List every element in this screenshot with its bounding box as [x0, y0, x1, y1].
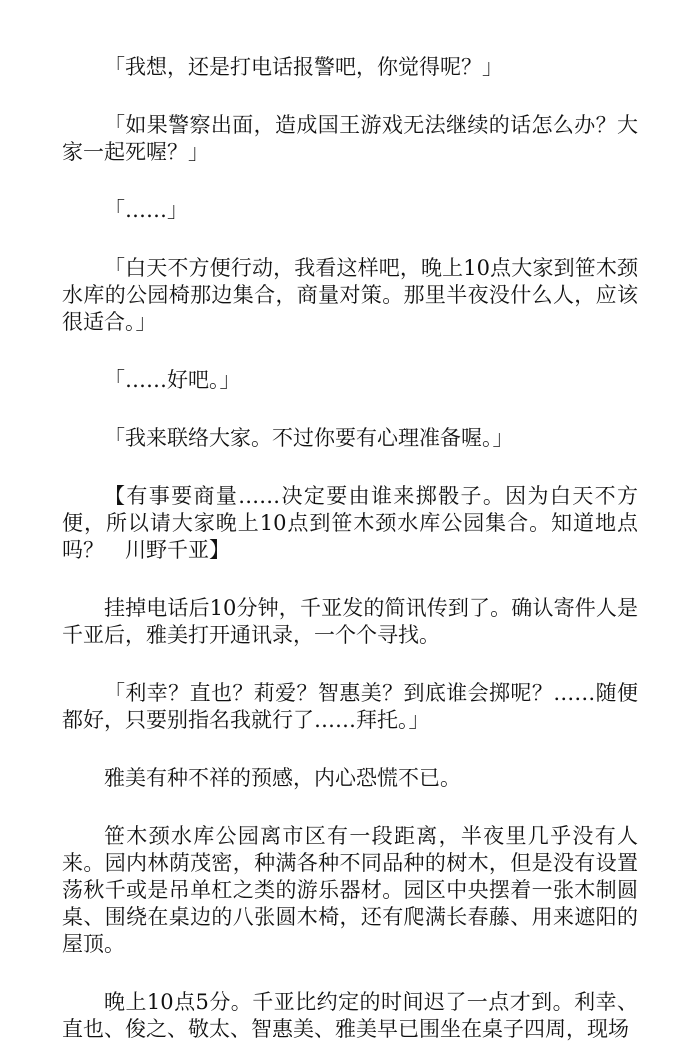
paragraph: 「如果警察出面，造成国王游戏无法继续的话怎么办？大家一起死喔？」: [62, 113, 638, 164]
paragraph: 「利幸？直也？莉爱？智惠美？到底谁会掷呢？……随便都好，只要别指名我就行了……拜托。」: [62, 681, 638, 732]
paragraph: 「我想，还是打电话报警吧，你觉得呢？」: [104, 55, 503, 79]
paragraph: 晚上10点5分。千亚比约定的时间迟了一点才到。利幸、直也、俊之、敬太、智惠美、雅美早已围坐在桌子四周，现场: [62, 990, 638, 1041]
paragraph: 笹木颈水库公园离市区有一段距离，半夜里几乎没有人来。园内林荫茂密，种满各种不同品种的树木，但是没有设置荡秋千或是吊单杠之类的游乐器材。园区中央摆着一张木制圆桌、围绕在桌边的八张圆木椅，还有爬满长春藤、用来遮阳的屋顶。: [62, 824, 638, 956]
paragraph: 「白天不方便行动，我看这样吧，晚上10点大家到笹木颈水库的公园椅那边集合，商量对策。那里半夜没什么人，应该很适合。」: [62, 256, 638, 334]
paragraph: 「我来联络大家。不过你要有心理准备喔。」: [104, 426, 514, 450]
paragraph: 「……好吧。」: [104, 368, 241, 392]
paragraph: 【有事要商量……决定要由谁来掷骰子。因为白天不方便，所以请大家晚上10点到笹木颈水库公园集合。知道地点吗？ 川野千亚】: [62, 484, 638, 562]
paragraph: 挂掉电话后10分钟，千亚发的简讯传到了。确认寄件人是千亚后，雅美打开通讯录，一个个寻找。: [62, 596, 638, 647]
paragraph: 雅美有种不祥的预感，内心恐慌不已。: [104, 766, 461, 790]
paragraph: 「……」: [104, 198, 188, 222]
